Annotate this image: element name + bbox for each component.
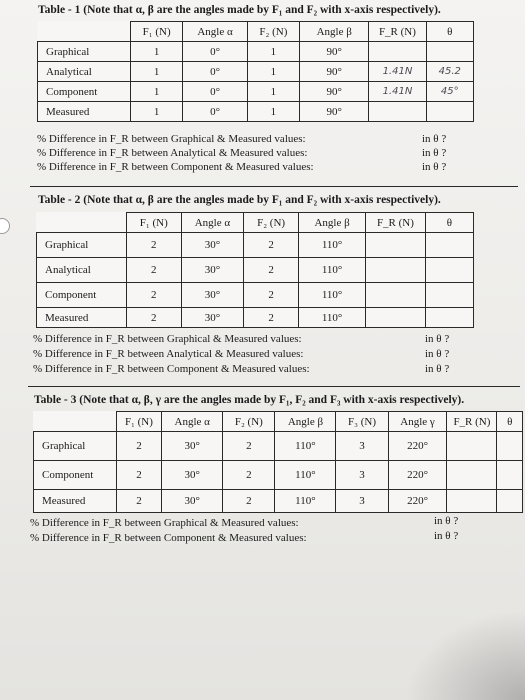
cell: [447, 432, 497, 461]
table-3: [33, 411, 523, 513]
table-1-diff-analytical-measured: % Difference in F_R between Analytical & Measured values:: [37, 147, 308, 159]
cell: 220°: [388, 432, 447, 461]
theta-question: in θ ?: [422, 133, 447, 145]
col-f2: F₂ (N): [244, 213, 299, 233]
theta-question: in θ ?: [434, 530, 459, 542]
cell-theta-handwritten: [426, 42, 473, 62]
col-theta: θ: [425, 213, 473, 233]
col-f3: F₃ (N): [336, 412, 388, 432]
col-angle-beta: Angle β: [300, 22, 369, 42]
cell: 1: [131, 42, 183, 62]
table-3-diff-graphical-measured: % Difference in F_R between Graphical & Measured values:: [30, 517, 299, 529]
table-1-diff-component-measured: % Difference in F_R between Component & Measured values:: [37, 161, 314, 173]
cell: 0°: [183, 42, 247, 62]
table-row: [34, 461, 523, 490]
table-2-diff-component-measured: % Difference in F_R between Component & Measured values:: [33, 363, 310, 375]
cell: 1: [131, 102, 183, 122]
table-2-caption-text: Table - 2 (Note that α, β are the angles made by F₁ and F₂ with x-axis respectively).: [38, 194, 441, 206]
cell: [497, 461, 523, 490]
cell: 3: [336, 490, 388, 513]
cell: [425, 258, 473, 283]
cell: 3: [336, 461, 388, 490]
col-f2: F₂ (N): [247, 22, 299, 42]
row-label: Analytical: [37, 258, 127, 283]
cell: 110°: [275, 461, 336, 490]
cell: 2: [116, 461, 162, 490]
cell: 2: [244, 233, 299, 258]
row-label: Graphical: [34, 432, 117, 461]
theta-question: in θ ?: [422, 147, 447, 159]
cell: [425, 308, 473, 328]
cell: 30°: [162, 461, 223, 490]
table-1-caption: [38, 4, 441, 16]
table-1-corner: [38, 22, 131, 42]
table-2-diff-graphical-measured: % Difference in F_R between Graphical & Measured values:: [33, 333, 302, 345]
cell-theta-handwritten: 45.2: [426, 62, 473, 82]
cell: 30°: [162, 490, 223, 513]
cell: 2: [126, 308, 181, 328]
col-angle-beta: Angle β: [275, 412, 336, 432]
cell: 2: [126, 233, 181, 258]
cell: [497, 490, 523, 513]
col-fr: F_R (N): [369, 22, 426, 42]
row-label: Measured: [38, 102, 131, 122]
cell: [425, 283, 473, 308]
theta-question: in θ ?: [422, 161, 447, 173]
col-theta: θ: [426, 22, 473, 42]
cell-fr-handwritten: 1.41N: [369, 82, 426, 102]
cell: 110°: [275, 490, 336, 513]
cell-theta-handwritten: 45°: [426, 82, 473, 102]
col-fr: F_R (N): [366, 213, 426, 233]
cell: 2: [223, 490, 275, 513]
cell: 220°: [388, 461, 447, 490]
cell: 1: [131, 62, 183, 82]
binder-hole: [0, 218, 10, 234]
cell: [366, 283, 426, 308]
cell: 110°: [299, 283, 366, 308]
cell: 110°: [299, 258, 366, 283]
cell: 2: [126, 283, 181, 308]
cell: 30°: [181, 258, 243, 283]
cell: [366, 258, 426, 283]
table-3-corner: [34, 412, 117, 432]
cell: 2: [223, 432, 275, 461]
table-1-diff-graphical-measured: % Difference in F_R between Graphical & Measured values:: [37, 133, 306, 145]
table-row: [38, 42, 474, 62]
cell: [366, 233, 426, 258]
cell: [366, 308, 426, 328]
row-label: Graphical: [37, 233, 127, 258]
table-1-caption-text: Table - 1 (Note that α, β are the angles made by F₁ and F₂ with x-axis respectively).: [38, 4, 441, 16]
cell: [497, 432, 523, 461]
cell: [425, 233, 473, 258]
col-f1: F₁ (N): [126, 213, 181, 233]
table-row: [34, 490, 523, 513]
table-row: [38, 102, 474, 122]
row-label: Component: [37, 283, 127, 308]
table-3-diff-component-measured: % Difference in F_R between Component & Measured values:: [30, 532, 307, 544]
col-theta: θ: [497, 412, 523, 432]
cell: 220°: [388, 490, 447, 513]
table-row: [37, 283, 474, 308]
col-angle-alpha: Angle α: [181, 213, 243, 233]
cell: 2: [126, 258, 181, 283]
row-label: Measured: [34, 490, 117, 513]
theta-question: in θ ?: [425, 348, 450, 360]
cell: 1: [131, 82, 183, 102]
col-angle-alpha: Angle α: [183, 22, 247, 42]
cell: 110°: [275, 432, 336, 461]
cell: [447, 461, 497, 490]
cell: 1: [247, 102, 299, 122]
divider: [30, 186, 518, 187]
cell-fr-handwritten: [369, 42, 426, 62]
page-shadow: [405, 610, 525, 700]
cell: 1: [247, 42, 299, 62]
table-row: [37, 258, 474, 283]
cell: 90°: [300, 42, 369, 62]
cell: 0°: [183, 102, 247, 122]
cell: 110°: [299, 233, 366, 258]
table-3-caption: [34, 394, 464, 406]
row-label: Analytical: [38, 62, 131, 82]
cell: 2: [244, 258, 299, 283]
col-f2: F₂ (N): [223, 412, 275, 432]
table-2-corner: [37, 213, 127, 233]
table-1: [37, 21, 474, 122]
table-2: [36, 212, 474, 328]
cell: 2: [116, 490, 162, 513]
cell: 30°: [181, 308, 243, 328]
cell: 30°: [181, 283, 243, 308]
cell: 1: [247, 82, 299, 102]
table-2-diff-analytical-measured: % Difference in F_R between Analytical & Measured values:: [33, 348, 304, 360]
table-row: [34, 432, 523, 461]
cell: 110°: [299, 308, 366, 328]
cell: 0°: [183, 62, 247, 82]
cell: 1: [247, 62, 299, 82]
cell: 90°: [300, 82, 369, 102]
cell: 0°: [183, 82, 247, 102]
table-row: [37, 233, 474, 258]
cell: 2: [223, 461, 275, 490]
cell-fr-handwritten: 1.41N: [369, 62, 426, 82]
row-label: Component: [34, 461, 117, 490]
table-2-caption: [38, 194, 441, 206]
cell: [426, 102, 473, 122]
row-label: Component: [38, 82, 131, 102]
cell: 2: [116, 432, 162, 461]
divider: [28, 386, 520, 387]
col-angle-beta: Angle β: [299, 213, 366, 233]
cell: 2: [244, 283, 299, 308]
table-row: [37, 308, 474, 328]
col-f1: F₁ (N): [131, 22, 183, 42]
theta-question: in θ ?: [434, 515, 459, 527]
row-label: Measured: [37, 308, 127, 328]
cell: 2: [244, 308, 299, 328]
col-angle-alpha: Angle α: [162, 412, 223, 432]
theta-question: in θ ?: [425, 363, 450, 375]
col-angle-gamma: Angle γ: [388, 412, 447, 432]
table-3-caption-text: Table - 3 (Note that α, β, γ are the angles made by F₁, F₂ and F₃ with x-axis respectively).: [34, 394, 465, 406]
col-f1: F₁ (N): [116, 412, 162, 432]
cell: 30°: [181, 233, 243, 258]
cell: 30°: [162, 432, 223, 461]
table-row: [38, 62, 474, 82]
theta-question: in θ ?: [425, 333, 450, 345]
cell: 90°: [300, 102, 369, 122]
cell: 90°: [300, 62, 369, 82]
cell: [369, 102, 426, 122]
cell: [447, 490, 497, 513]
row-label: Graphical: [38, 42, 131, 62]
col-fr: F_R (N): [447, 412, 497, 432]
table-row: [38, 82, 474, 102]
cell: 3: [336, 432, 388, 461]
